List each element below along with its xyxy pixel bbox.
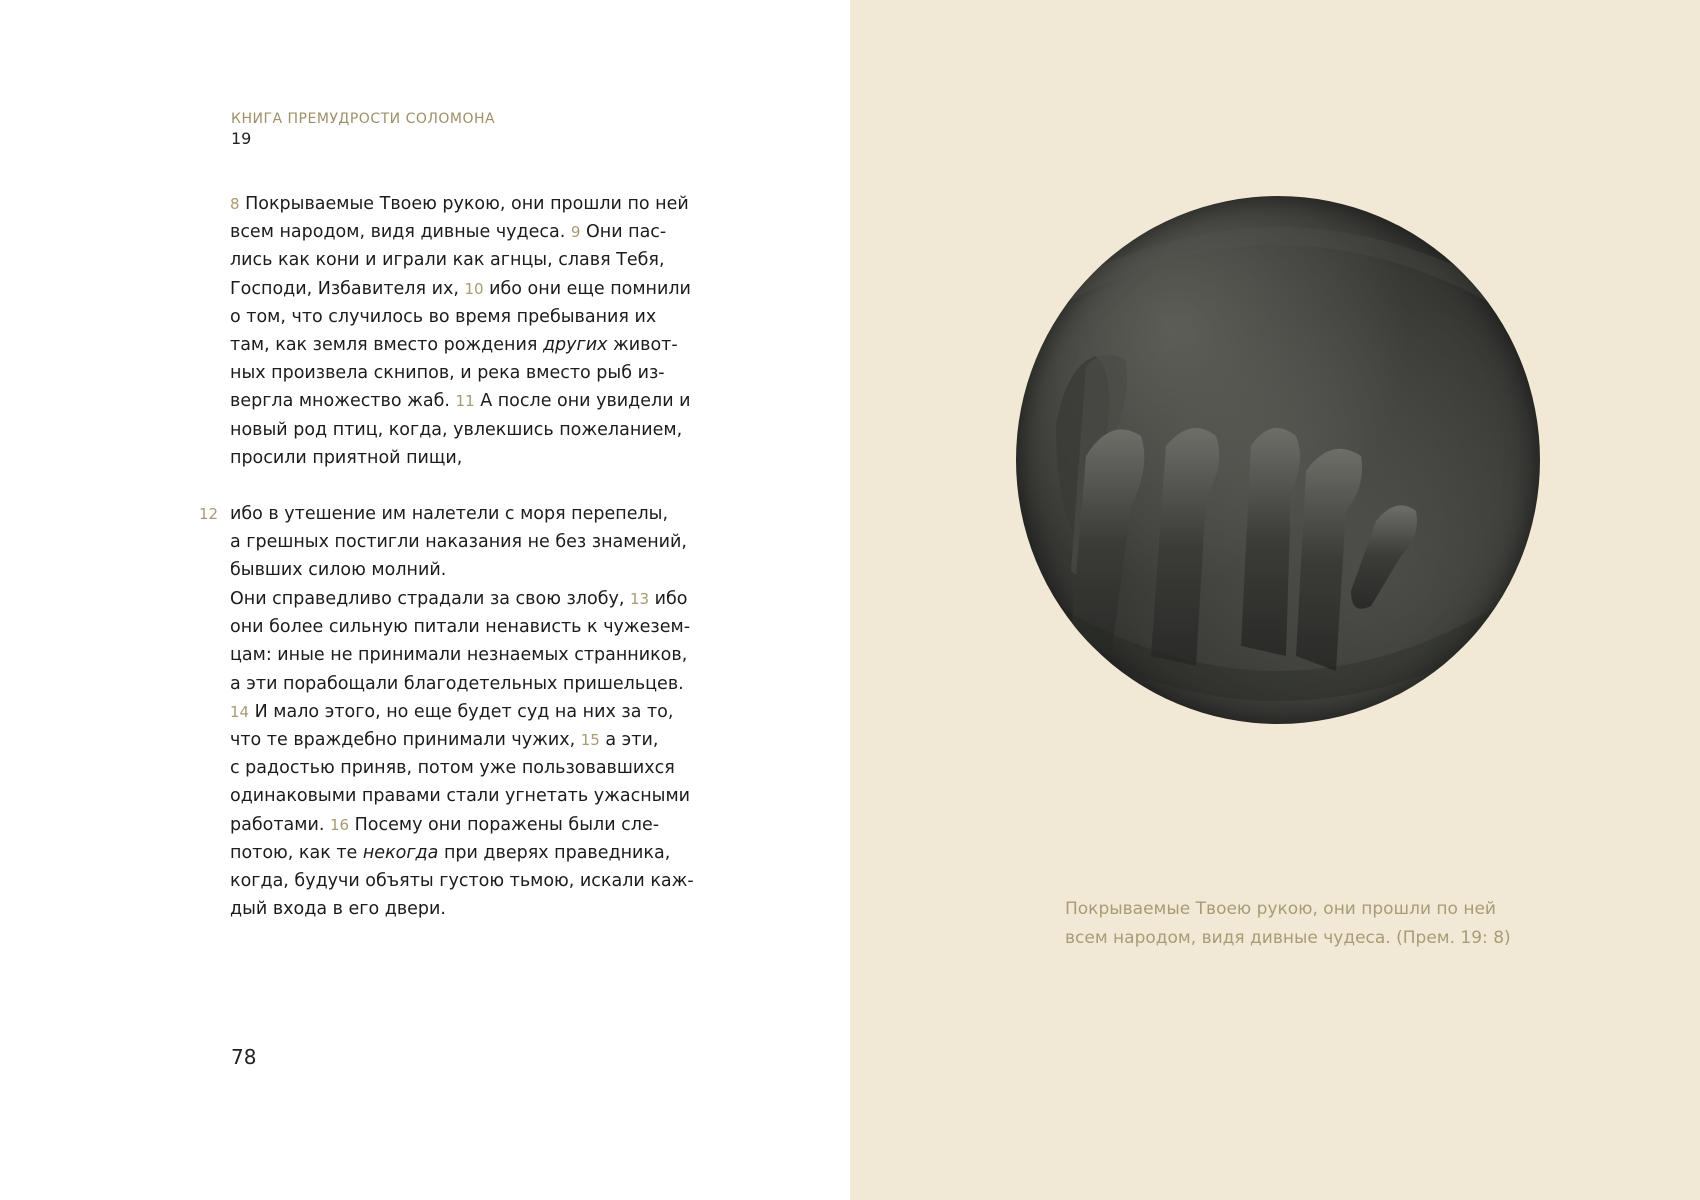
text-run: о том, что случилось во время пребывания их bbox=[230, 306, 657, 327]
italic-word: других bbox=[542, 335, 608, 356]
text-run: новый род птиц, когда, увлекшись пожеланием, bbox=[230, 419, 683, 440]
text-run: И мало этого, но еще будет суд на них за то, bbox=[249, 701, 674, 722]
caption-line: всем народом, видя дивные чудеса. (Прем. 19: 8) bbox=[1065, 927, 1511, 948]
margin-verse-number: 12 bbox=[199, 505, 219, 523]
verse-number: 13 bbox=[629, 590, 650, 608]
text-run: Господи, Избавителя их, bbox=[230, 278, 465, 299]
text-block-verses-12-16 bbox=[230, 585, 694, 923]
text-run: а эти порабощали благодетельных пришельцев. bbox=[230, 673, 684, 694]
text-line bbox=[230, 331, 678, 359]
page-number: 78 bbox=[231, 1045, 257, 1069]
text-line bbox=[230, 246, 665, 274]
text-run: А после они увидели и bbox=[474, 391, 691, 412]
text-run: Они справедливо страдали за свою злобу, bbox=[230, 589, 630, 609]
text-run: там, как земля вместо рождения bbox=[230, 335, 543, 356]
text-run: ибо bbox=[649, 589, 688, 609]
bronze-medallion-image bbox=[1016, 196, 1540, 724]
text-line bbox=[230, 585, 688, 613]
text-line bbox=[230, 811, 660, 839]
text-run: при дверях праведника, bbox=[438, 842, 671, 863]
text-run: бывших силою молний. bbox=[230, 560, 447, 581]
text-line bbox=[230, 782, 691, 810]
text-line bbox=[230, 895, 650, 923]
running-head-book-title: КНИГА ПРЕМУДРОСТИ СОЛОМОНА bbox=[231, 111, 496, 127]
text-line bbox=[230, 726, 659, 754]
text-line bbox=[230, 698, 674, 726]
text-run: они более сильную питали ненависть к чужезем- bbox=[230, 617, 691, 638]
text-run: с радостью приняв, потом уже пользовавшихся bbox=[230, 758, 675, 779]
text-run: что те враждебно принимали чужих, bbox=[230, 730, 581, 751]
chapter-number: 19 bbox=[231, 129, 252, 148]
text-block-verse-12 bbox=[230, 500, 687, 585]
text-run: ибо в утешение им налетели с моря перепелы, bbox=[230, 504, 669, 524]
verse-number: 11 bbox=[455, 392, 475, 411]
text-line bbox=[230, 218, 667, 246]
text-run: а грешных постигли наказания не без знамений, bbox=[230, 532, 687, 553]
text-run: ибо они еще помнили bbox=[483, 278, 691, 299]
verse-number: 10 bbox=[464, 279, 484, 298]
text-run: потою, как те bbox=[230, 842, 363, 863]
text-line bbox=[230, 670, 684, 698]
text-run: работами. bbox=[230, 814, 330, 835]
text-run: живот- bbox=[607, 335, 678, 356]
text-run: всем народом, видя дивные чудеса. bbox=[230, 222, 571, 243]
text-line bbox=[230, 416, 683, 444]
image-caption bbox=[1065, 895, 1511, 952]
text-run: дый входа в его двери. bbox=[230, 899, 446, 920]
text-run: когда, будучи объяты густою тьмою, искали каж- bbox=[230, 871, 694, 892]
text-line bbox=[230, 528, 687, 556]
text-run: цам: иные не принимали незнаемых странников, bbox=[230, 645, 688, 666]
text-run: лись как кони и играли как агнцы, славя Тебя, bbox=[230, 250, 665, 271]
text-run: одинаковыми правами стали угнетать ужасными bbox=[230, 786, 691, 807]
text-line bbox=[230, 359, 665, 387]
text-line bbox=[230, 275, 691, 303]
text-block-verses-8-11 bbox=[230, 190, 691, 472]
medallion-relief-figures bbox=[1016, 196, 1540, 724]
text-line bbox=[230, 500, 669, 528]
text-run: ных произвела скнипов, и река вместо рыб из- bbox=[230, 363, 665, 384]
text-line bbox=[230, 190, 689, 218]
verse-number: 15 bbox=[580, 731, 600, 750]
text-run: вергла множество жаб. bbox=[230, 391, 456, 412]
text-line bbox=[230, 754, 675, 782]
text-line bbox=[230, 387, 691, 415]
text-line bbox=[230, 867, 694, 895]
text-run: а эти, bbox=[599, 730, 659, 751]
text-run: Посему они поражены были сле- bbox=[349, 814, 660, 835]
text-line bbox=[230, 641, 688, 669]
text-run: Покрываемые Твоею рукою, они прошли по ней bbox=[239, 194, 689, 214]
verse-number: 16 bbox=[329, 815, 350, 834]
text-line bbox=[230, 613, 691, 641]
text-line bbox=[230, 444, 650, 472]
text-line bbox=[230, 556, 650, 584]
text-line bbox=[230, 839, 671, 867]
verse-number: 8 bbox=[230, 195, 240, 213]
verse-number: 14 bbox=[230, 702, 250, 721]
text-run: просили приятной пищи, bbox=[230, 447, 463, 468]
text-line bbox=[230, 303, 657, 331]
italic-word: некогда bbox=[362, 842, 439, 863]
verse-number: 9 bbox=[570, 223, 581, 242]
text-run: Они пас- bbox=[580, 222, 667, 243]
caption-line: Покрываемые Твоею рукою, они прошли по ней bbox=[1065, 899, 1496, 919]
